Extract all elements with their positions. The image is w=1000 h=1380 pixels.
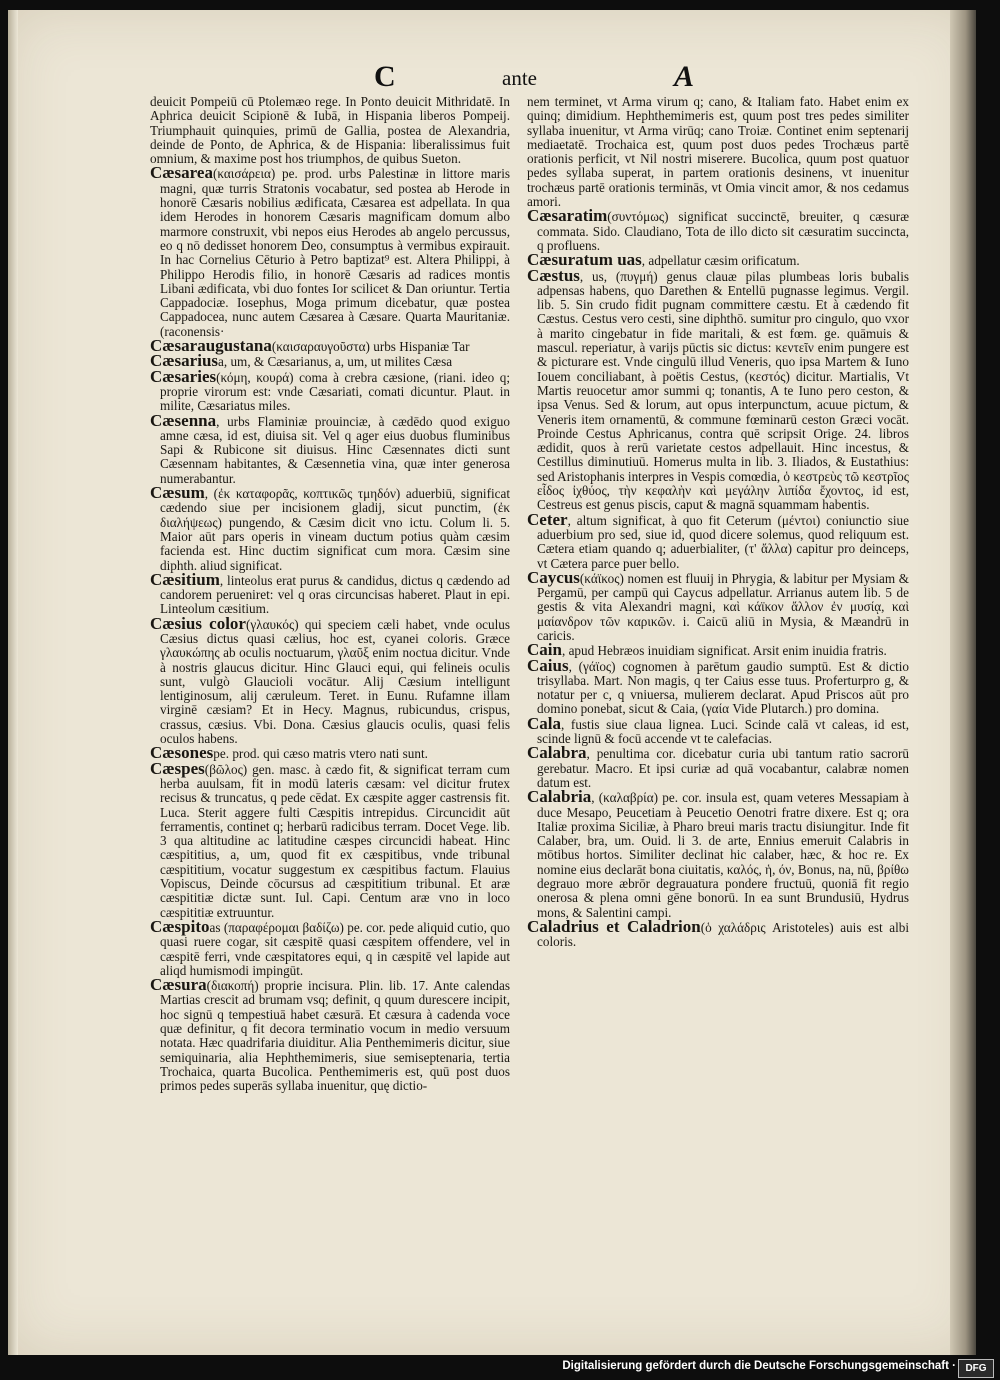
- dictionary-entry: [150, 94, 510, 166]
- entry-text: , urbs Flaminiæ prouinciæ, à cædēdo quod exiguo amne cæsa, id est, diuisa sit. Vel q ager eius duobus fluminibus Sapi & Rubicone sit diuisus. Hinc Cæsennates dicti sunt Cæsennam habitantes, & Cæsennetia vina, quæ inter generosa numerabantur.: [160, 413, 510, 486]
- entry-text: , linteolus erat purus & candidus, dictus q cædendo ad candorem perueniret: vel q oras circuncisas haberet. Plaut in epi. Linteolum cæsitium.: [160, 572, 510, 617]
- dictionary-entry: [527, 787, 909, 920]
- entry-lemma: Caladrius et Caladrion: [527, 916, 701, 936]
- entry-text: deuicit Pompeiū cū Ptolemæo rege. In Ponto deuicit Mithridatē. In Aphrica deuicit Scipionē & Iubā, in Hispania liberos Pompeij. Triumphauit quinquies, primū de Gallia, postea de Alexandria, deinde de Ponto, de Aphrica, & de Hispania: liberalissimus fuit omnium, & maxime post hos triumphos, de quibus Sueton.: [150, 94, 510, 167]
- entry-text: , (καλαβρία) pe. cor. insula est, quam veteres Messapiam à duce Mesapo, Peucetiam à Peucetio Oenotri fratre dixere. Est q; ora Italiæ proxima Siciliæ, à Pharo breui maris tractu disiungitur. Inde fit Calaber, bra, um. Ouid. li 3. de arte, Ennius emeruit Calabris in mōtibus hortos. Similiter declinat hic calaber, hæc, & hoc re. Ex nomine eius declarāt bona ciuitatis, καλός, ἡ, όν, Bonus, na, nū, βρίθω degrauo more æbrōr degrauatura pondere fructuū, quoniā fit regio onerosa & plena omni gēne bonorū. In ea sunt Brundusiū, Hydrus mons, & Salentini campi.: [537, 790, 909, 920]
- entry-lemma: Cæstus: [527, 265, 580, 285]
- running-head: [8, 60, 976, 94]
- entry-lemma: Cæsura: [150, 975, 207, 995]
- dictionary-entry: [150, 410, 510, 486]
- entry-text: (καισαραυγοῦστα) urbs Hispaniæ Tar: [271, 339, 470, 355]
- entry-text: a, um, & Cæsarianus, a, um, ut milites Cæsa: [218, 354, 453, 370]
- dictionary-entry: [527, 567, 909, 643]
- entry-text: , altum significat, à quo fit Ceterum (μέντοι) coniunctio siue aduerbium pro sed, siue id, quod dicere solemus, quod reliquum est. Cætera etiam quando q; aduerbialiter, (τ' ἄλλα) capitur pro deinceps, vt Cætera parce puer bello.: [537, 512, 909, 571]
- entry-lemma: Caius: [527, 655, 569, 675]
- dictionary-entry: [150, 569, 510, 617]
- entry-text: (συντόμως) significat succinctē, breuiter, q cæsuræ commata. Sido. Claudiano, Tota de illo dicto sit cæsuratim succincta, q profluens.: [537, 209, 909, 253]
- entry-text: , (ἐκ καταφορᾶς, κοπτικῶς τμηδόν) aduerbiū, significat cædendo siue per incisionem gladij, sicut punctim, (ἐκ διαλήψεως) pungendo, & Cæsim dicit vno ictu. Colum li. 5. Maior aūt pars operis in vineam ductum potius quàm cæsim facienda est. Hinc ductim significat cum mora. Cæsim sine diphth. aliud significat.: [160, 486, 510, 573]
- dictionary-entry: [527, 916, 909, 950]
- dictionary-entry: [150, 613, 511, 747]
- viewer-footer: [0, 1357, 1000, 1380]
- entry-lemma: Cain: [527, 640, 562, 660]
- entry-lemma: Cæsarius: [150, 351, 219, 371]
- entry-text: nem terminet, vt Arma virum q; cano, & Italiam fato. Habet enim ex quinq; dimidium. Hephthemimeris est, quum post tres pedes similiter syllaba inuenitur, vt Arma virūq; cano Troiæ. Continet enim septenarij mediaetatē. Trochaica est, quum post duos pedes Trochæus partē orationis perficit, vt Nil nostri miserere. Bucolica, quum post quatuor pedes syllaba superat, in partem orationis desinens, vt inuenitur trochæus partē orationis terminās, vt Omia vincit amor, & nos cedamus amori.: [527, 94, 909, 210]
- entry-lemma: Cæsitium: [150, 569, 220, 589]
- dictionary-entry: [150, 916, 510, 978]
- entry-lemma: Cala: [527, 713, 561, 733]
- entry-lemma: Cæsaratim: [527, 206, 608, 226]
- entry-text: (κάϊκος) nomen est fluuij in Phrygia, & labitur per Mysiam & Pergamū, per campū qui Caycus adpellatur. Arrianus autem lib. 5 de gestis & vita Alexandri magni, καὶ κάϊκον ἄλλον ἐν μυσίᾳ, καὶ μαίανδρον τῶν καρικῶν. i. Caicū aliū in Mysia, & Mæandrū in caricis.: [537, 570, 909, 643]
- entry-text: , (γάϊος) cognomen à parētum gaudio sumptū. Est & dictio trisyllaba. Mart. Non magis, q ter Caius esse tuus. Proferturpro g, & notatur per c, q vniuersa, mulierem declarat. Apud Priscos aūt pro domino ponebat, sicut & Caia, (γαία Vide Plutarch.) pro domina.: [537, 658, 909, 717]
- running-head-left: C: [374, 60, 396, 93]
- entry-text: (διακοπή) proprie incisura. Plin. lib. 17. Ante calendas Martias crescit ad brumam vsq; definit, q quum durescere incipit, hoc signū q tempestiuā habet cæsurā. Et cæsura à cadenda voce quæ definitur, q fit decora terminatio vocum in medio versuum notata. Hæc quadrifaria diuiditur. Alia Penthemimeris dicitur, siue semiquinaria, alia Hephthemimeris, siue semiseptenaria, tertia Trochaica, quarta Bucolica. Penthemimeris est, quū post duos primos pedes superās syllaba inuenitur, quę dictio-: [160, 978, 510, 1094]
- dictionary-entry: [150, 366, 510, 414]
- dictionary-entry: [527, 509, 909, 571]
- running-head-right: A: [674, 60, 695, 93]
- entry-text: , apud Hebræos inuidiam significat. Arsit enim inuidia fratris.: [561, 643, 887, 659]
- dictionary-entry: [527, 743, 909, 790]
- dictionary-entry: [527, 713, 909, 747]
- funding-notice: Digitalisierung gefördert durch die Deutsche Forschungsgemeinschaft ·: [562, 1360, 956, 1372]
- entry-lemma: Cæsuratum uas: [527, 250, 642, 270]
- entry-lemma: Cæspes: [150, 758, 205, 778]
- entry-lemma: Calabra: [527, 743, 587, 763]
- entry-text: pe. prod. qui cæso matris vtero nati sunt.: [213, 746, 428, 762]
- dictionary-entry: [527, 94, 909, 209]
- dictionary-entry: [527, 640, 909, 660]
- running-head-center: ante: [502, 66, 537, 90]
- entry-text: (γλαυκός) qui speciem cæli habet, vnde oculus Cæsius dictus quasi cælius, hoc est, cyanei coloris. Græce γλαυκώπης ab oculis noctuarum, γλαῦξ enim noctua dicitur. Vnde à nostris glaucus dicitur. Hinc Glauci equi, qui felineis oculis sunt, vulgò Glaucioli vocātur. Alij Cæsium intelligunt lentiginosum, alij cæruleum. Teret. in Eunu. Rufamne illam virginē cæsiam? Et in Hecy. Magnus, rubicundus, crispus, crassus, cæsius. Vbi. Dona. Cæsius glaucis oculis, quasi felis oculos habens.: [160, 616, 511, 747]
- page-edge: [950, 10, 976, 1355]
- entry-lemma: Cæsenna: [150, 410, 217, 430]
- entry-text: (κόμη, κουρά) coma à crebra cæsione, (riani. ideo q; proprie virorum est: vnde Cæsariati, comati dicuntur. Plaut. in milite, Cæsariatus miles.: [160, 369, 510, 414]
- entry-text: as (παραφέρομαι βαδίζω) pe. cor. pede aliquid cutio, quo quasi ruere cogar, sit cæspitē quasi cæspitem offendere, vel in cæspitē ferri, vnde cæspitatores equi, q in cæspitē vel lapide aut aliqd humismodi impingūt.: [160, 919, 510, 978]
- dictionary-entry: [150, 758, 510, 920]
- entry-lemma: Cæsaries: [150, 366, 217, 386]
- dictionary-entry: [527, 206, 909, 253]
- dictionary-entry: [527, 265, 909, 513]
- dfg-logo-icon[interactable]: DFG: [958, 1359, 994, 1378]
- right-column: [527, 94, 909, 950]
- entry-lemma: Cæsum: [150, 483, 205, 503]
- entry-lemma: Cæsaraugustana: [150, 336, 272, 356]
- book-page: [8, 10, 976, 1355]
- entry-text: , penultima cor. dicebatur curia ubi tantum ratio sacrorū gerebatur. Macro. Et ipsi curiæ ad quā vocabantur, calabræ nomen datum est.: [537, 746, 909, 790]
- entry-text: (ὁ χαλάδρις Aristoteles) auis est albi coloris.: [537, 919, 909, 950]
- dictionary-entry: [527, 250, 909, 270]
- left-column: [150, 94, 510, 1093]
- entry-lemma: Calabria: [527, 787, 592, 807]
- entry-lemma: Cæspito: [150, 916, 210, 936]
- dictionary-entry: [150, 975, 510, 1094]
- entry-text: (καισάρεια) pe. prod. urbs Palestinæ in littore maris magni, quæ turris Stratonis vocabatur, sed postea ab Herode in honorē Cæsaris nobilius ædificata, Cæsarea est adpellata. In qua idem Herodes in honorem Cæsaris magnificam domum albo marmore construxit, vbi nepos eius Herodes ab angelo percussus, eo q nō dedisset honorem Deo, consumptus à vermibus expirauit. In hac Cornelius Cēturio à Petro baptizat⁹ est. Altera Philippi, à Philippo Herodis filio, in honorē Cæsaris ad radices montis Libani ædificata, vbi duo fontes Ior scilicet & Dan oriuntur. Tertia Cappadociæ. Iosephus, Moga primum dicebatur, quæ postea Cappadocea, nunc autem Cæsarea à Cæsare. Quarta Mauritaniæ. (raconensis·: [160, 166, 510, 339]
- entry-lemma: Cæsones: [150, 743, 214, 763]
- entry-lemma: Ceter: [527, 509, 568, 529]
- entry-lemma: Cæsius color: [150, 613, 246, 633]
- page-gutter: [8, 10, 18, 1355]
- entry-text: , adpellatur cæsim orificatum.: [641, 253, 800, 269]
- dictionary-entry: [150, 483, 510, 573]
- entry-lemma: Cæsarea: [150, 163, 213, 183]
- entry-lemma: Caycus: [527, 567, 580, 587]
- entry-text: , us, (πυγμή) genus clauæ pilas plumbeas loris bubalis adpensas habens, quo Darethen & Entellū pugnasse legimus. Vergil. lib. 5. Sin crudo fidit pugnam committere cæstu. Et à cædendo fit Cæstus. Cestus vero cesti, sine diphthō. sumitur pro cingulo, quo vxor à marito cingebatur in fide maritali, & est fœm. ge. quāmuis & mascul. reperiatur, à varijs pūctis sic dictus: κεντεῖν enim pungere est & picturare est. Vnde cingulū illud Veneris, quo ipsa Martem & Iuno Iouem conciliabant, à poëtis Cestus, (κεστός) dicitur. Martialis, Vt Martis reuocetur amor summi q; tonantis, A te Iuno pero ceston, & ipsa Venus. Sed & lorum, aut opus interpunctum, acuue pictum, & Veneris item ornamentū, & commune fœminarū ceston Græci vocāt. Proinde Cestus Aphricanus, contra quē scripsit Orige. 24. libros ædidit, quos à rerū varietate cestos adpellauit. Hinc incestus, & Cestillus diminutiuū. Homerus multa in lib. 3. Iliados, & Eustathius: sed Aristophanis interpres in Vespis comœdia, ὁ κεστρεὺς τῶ κεστρῖος εἶδος ἰχθύος, τὴν κεφαλὴν καὶ μεγάλην λιπίδα ἔχοντος, id est, Cestreus est genus piscis, caput & magnā squammam habentis.: [537, 268, 909, 513]
- entry-text: , fustis siue claua lignea. Luci. Scinde calā vt caleas, id est, scinde lignū & focū accende vt te calefacias.: [537, 716, 909, 747]
- dictionary-entry: [527, 655, 909, 717]
- dictionary-entry: [150, 163, 510, 339]
- entry-text: (βῶλος) gen. masc. à cædo fit, & significat terram cum herba auulsam, fit in modū lateris cæsam: vel dicitur frutex recisus & truncatus, q pede cēdat. Ex cæspite agger castrensis fit. Luca. Sterit aggere fulti Cæspitis intrepidus. Circuncidit aūt ferramentis, continet q; herbarū radicibus terram. Docet Vege. lib. 3 qua altitudine ac latitudine cæspes circuncidi habeat. Hinc cæspititius, a, um, quod fit ex cæspitibus, vnde tribunal cæspititium, vocatur suggestum ex cæspitibus factum. Flauius Vopiscus, Deinde cōcursus ad cæspititium tribunal. Et aræ cæspititiæ dictæ sunt. Iul. Capi. Centum aræ vno in loco cæspititiæ extruuntur.: [160, 761, 510, 920]
